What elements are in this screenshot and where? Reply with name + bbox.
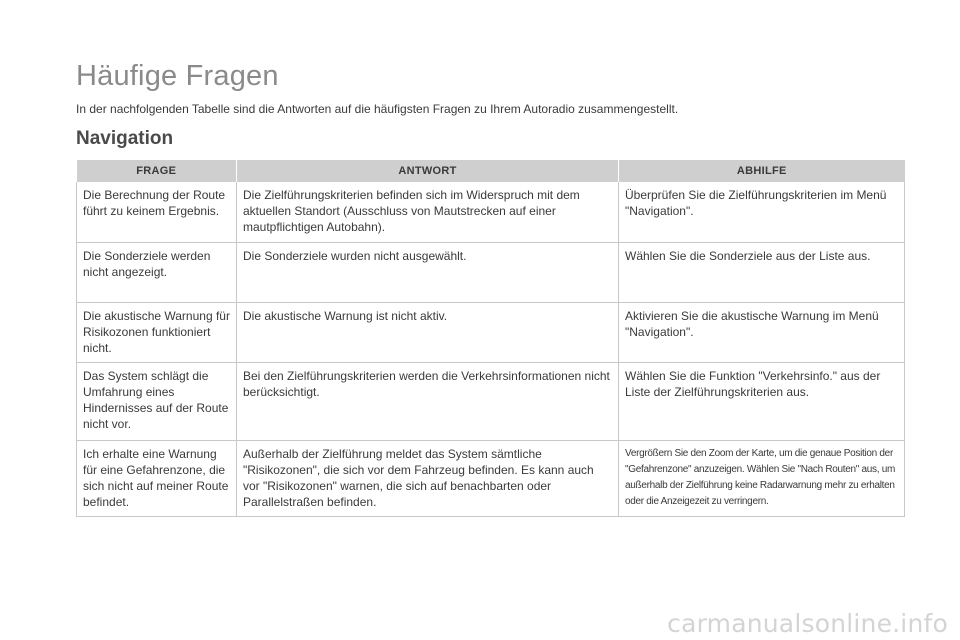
section-title-navigation: Navigation bbox=[76, 128, 174, 149]
table-row bbox=[77, 243, 905, 303]
table-row bbox=[77, 303, 905, 363]
cell-abhilfe: Wählen Sie die Funktion "Verkehrsinfo." aus der Liste der Zielführungskriterien aus. bbox=[619, 363, 905, 441]
cell-antwort: Bei den Zielführungskriterien werden die Verkehrsinformationen nicht berücksichtigt. bbox=[237, 363, 619, 441]
cell-abhilfe: Aktivieren Sie die akustische Warnung im Menü "Navigation". bbox=[619, 303, 905, 363]
cell-antwort: Die Sonderziele wurden nicht ausgewählt. bbox=[237, 243, 619, 303]
cell-antwort: Außerhalb der Zielführung meldet das System sämtliche "Risikozonen", die sich vor dem Fahrzeug befinden. Es kann auch vor "Risikozonen" warnen, die sich auf benachbarten oder Parallelstraßen befinden. bbox=[237, 441, 619, 517]
table-row bbox=[77, 363, 905, 441]
column-header-antwort: ANTWORT bbox=[237, 160, 619, 182]
page-title: Häufige Fragen bbox=[76, 60, 279, 92]
table-row bbox=[77, 182, 905, 243]
table-header-row bbox=[77, 160, 905, 182]
table-row bbox=[77, 441, 905, 517]
cell-frage: Die akustische Warnung für Risikozonen funktioniert nicht. bbox=[77, 303, 237, 363]
cell-antwort: Die akustische Warnung ist nicht aktiv. bbox=[237, 303, 619, 363]
faq-table bbox=[76, 160, 905, 517]
cell-abhilfe: Überprüfen Sie die Zielführungskriterien im Menü "Navigation". bbox=[619, 182, 905, 243]
column-header-abhilfe: ABHILFE bbox=[619, 160, 905, 182]
cell-frage: Das System schlägt die Umfahrung eines Hindernisses auf der Route nicht vor. bbox=[77, 363, 237, 441]
cell-abhilfe: Wählen Sie die Sonderziele aus der Liste aus. bbox=[619, 243, 905, 303]
cell-frage: Die Berechnung der Route führt zu keinem Ergebnis. bbox=[77, 182, 237, 243]
cell-abhilfe: Vergrößern Sie den Zoom der Karte, um die genaue Position der "Gefahrenzone" anzuzeigen. Wählen Sie "Nach Routen" aus, um außerhalb der Zielführung keine Radarwarnung mehr zu erhalten oder die Anzeigezeit zu verringern. bbox=[619, 441, 905, 517]
intro-text: In der nachfolgenden Tabelle sind die Antworten auf die häufigsten Fragen zu Ihrem Autoradio zusammengestellt. bbox=[76, 102, 679, 116]
cell-frage: Die Sonderziele werden nicht angezeigt. bbox=[77, 243, 237, 303]
column-header-frage: FRAGE bbox=[77, 160, 237, 182]
cell-frage: Ich erhalte eine Warnung für eine Gefahrenzone, die sich nicht auf meiner Route befindet. bbox=[77, 441, 237, 517]
cell-antwort: Die Zielführungskriterien befinden sich im Widerspruch mit dem aktuellen Standort (Ausschluss von Mautstrecken auf einer mautpflichtigen Autobahn). bbox=[237, 182, 619, 243]
watermark: carmanualsonline.info bbox=[667, 609, 948, 638]
